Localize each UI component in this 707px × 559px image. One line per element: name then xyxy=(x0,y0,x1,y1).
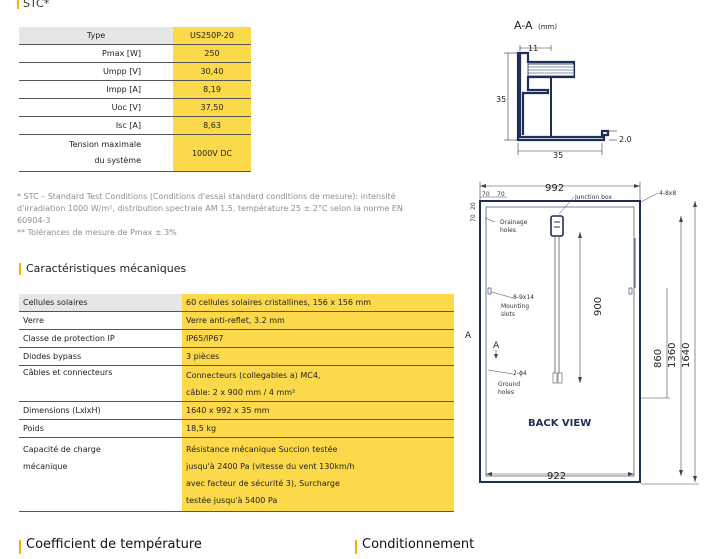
row-label: Classe de protection IP xyxy=(19,330,182,348)
dim-900: 900 xyxy=(593,296,604,316)
dimensions-label: Dimensions (LxlxH) xyxy=(19,402,182,420)
note-line: d'irradiation 1000 W/m², distribution spectrale AM 1.5, température 25 ± 2°C selon la norme EN xyxy=(17,204,403,213)
heading-accent-bar xyxy=(17,0,19,9)
dim-bottom-width: 35 xyxy=(553,151,564,160)
table-row xyxy=(19,330,454,348)
row-label: Pmax [W] xyxy=(19,45,173,63)
table-row xyxy=(19,135,251,172)
row-label: Diodes bypass xyxy=(19,348,182,366)
row-value: Verre anti-reflet, 3.2 mm xyxy=(182,312,454,330)
dimensions-value: 1640 x 992 x 35 mm xyxy=(182,402,454,420)
drainage-label-line2: holes xyxy=(500,227,516,234)
stc-table xyxy=(19,27,251,172)
connector-left xyxy=(553,373,557,383)
stc-header-value: US250P-20 xyxy=(173,27,251,45)
table-row xyxy=(19,438,454,512)
table-row xyxy=(19,45,251,63)
poids-value: 18,5 kg xyxy=(182,420,454,438)
back-view-drawing xyxy=(455,178,705,508)
note-line: * STC – Standard Test Conditions (Conditions d'essai standard conditions de mesure): intensité xyxy=(17,192,396,201)
row-label: Impp [A] xyxy=(19,81,173,99)
capacite-label-line1: Capacité de charge xyxy=(23,445,101,454)
back-view-title: BACK VIEW xyxy=(528,418,592,429)
capacite-value-line3: avec facteur de sécurité 3), Surcharge xyxy=(186,479,340,488)
section-marker-right: A xyxy=(493,341,500,351)
capacite-label xyxy=(19,438,182,512)
table-row xyxy=(19,348,454,366)
capacite-value-line1: Résistance mécanique Succion testée xyxy=(186,445,338,454)
capacite-value-line2: jusqu'à 2400 Pa (vitesse du vent 130km/h xyxy=(186,462,355,471)
note-line: 60904-3 xyxy=(17,216,51,225)
capacite-label-line2: mécanique xyxy=(23,462,68,471)
row-value: 30,40 xyxy=(173,63,251,81)
ground-label-line1: Ground xyxy=(498,381,521,388)
row-label: Umpp [V] xyxy=(19,63,173,81)
junction-box xyxy=(551,216,563,236)
row-value: 8,63 xyxy=(173,117,251,135)
tension-value: 1000V DC xyxy=(173,135,251,172)
section-marker-left: A xyxy=(465,331,472,341)
row-value: 37,50 xyxy=(173,99,251,117)
dim-offset-20: 20 xyxy=(470,202,477,210)
poids-label: Poids xyxy=(19,420,182,438)
dim-width-bottom: 922 xyxy=(547,471,567,482)
section-unit: (mm) xyxy=(538,23,558,31)
ground-label-line2: holes xyxy=(498,389,514,396)
table-row xyxy=(19,117,251,135)
row-value: IP65/IP67 xyxy=(182,330,454,348)
ground-code: 2-ϕ4 xyxy=(513,370,527,377)
junction-box-label: Junction box xyxy=(575,194,612,201)
table-row xyxy=(19,27,251,45)
dim-width-top: 992 xyxy=(545,183,565,194)
cables-value-line2: câble: 2 x 900 mm / 4 mm² xyxy=(186,388,296,397)
mounting-label-line2: slots xyxy=(501,311,515,318)
dim-offset-70c: 70 xyxy=(470,214,477,222)
row-label: Isc [A] xyxy=(19,117,173,135)
connector-right xyxy=(558,373,562,383)
table-row xyxy=(19,81,251,99)
table-row xyxy=(19,366,454,402)
tension-label-line2: du système xyxy=(94,156,141,165)
panel-inner-frame xyxy=(486,207,634,476)
section-aa-drawing xyxy=(490,15,640,165)
mech-table xyxy=(19,294,454,512)
drainage-label-line1: Drainage xyxy=(500,219,528,226)
dim-1640: 1640 xyxy=(681,342,692,368)
temperature-coefficient-heading: Coefficient de température xyxy=(26,537,202,552)
heading-accent-bar xyxy=(19,540,21,554)
packaging-heading: Conditionnement xyxy=(362,537,475,552)
cables-value xyxy=(182,366,454,402)
dim-offset-70a: 70 xyxy=(482,191,490,198)
row-label: Verre xyxy=(19,312,182,330)
mounting-slot xyxy=(629,288,632,294)
mech-heading: Caractéristiques mécaniques xyxy=(26,262,187,275)
cables-label: Câbles et connecteurs xyxy=(19,366,182,402)
table-row xyxy=(19,402,454,420)
row-label: Cellules solaires xyxy=(19,294,182,312)
dim-1360: 1360 xyxy=(667,342,678,368)
table-row xyxy=(19,420,454,438)
table-row xyxy=(19,294,454,312)
corner-holes-label: 4-8x8 xyxy=(659,190,677,197)
note-line: ** Tolérances de mesure de Pmax ± 3% xyxy=(17,228,177,237)
stc-heading: STC* xyxy=(23,0,50,10)
heading-accent-bar xyxy=(355,540,357,554)
dim-lip: 2.0 xyxy=(619,135,632,144)
section-title: A-A xyxy=(514,19,533,32)
tension-label xyxy=(19,135,173,172)
heading-accent-bar xyxy=(19,263,21,275)
dim-top: 11 xyxy=(528,44,539,53)
dim-860: 860 xyxy=(653,348,664,368)
tension-label-line1: Tension maximale xyxy=(69,140,141,149)
table-row xyxy=(19,312,454,330)
mounting-code: 8-9x14 xyxy=(513,294,534,301)
dim-height: 35 xyxy=(496,95,507,104)
mounting-label-line1: Mounting xyxy=(501,303,530,310)
table-row xyxy=(19,99,251,117)
capacite-value-line4: testée jusqu'à 5400 Pa xyxy=(186,496,278,505)
row-value: 60 cellules solaires cristallines, 156 x 156 mm xyxy=(182,294,454,312)
row-value: 250 xyxy=(173,45,251,63)
dim-offset-70b: 70 xyxy=(497,191,505,198)
row-label: Uoc [V] xyxy=(19,99,173,117)
stc-header-label: Type xyxy=(19,27,173,45)
row-value: 3 pièces xyxy=(182,348,454,366)
table-row xyxy=(19,63,251,81)
panel-frame xyxy=(480,201,640,482)
mounting-slot xyxy=(488,288,491,294)
capacite-value xyxy=(182,438,454,512)
cables-value-line1: Connecteurs (collegables a) MC4, xyxy=(186,371,321,380)
row-value: 8,19 xyxy=(173,81,251,99)
